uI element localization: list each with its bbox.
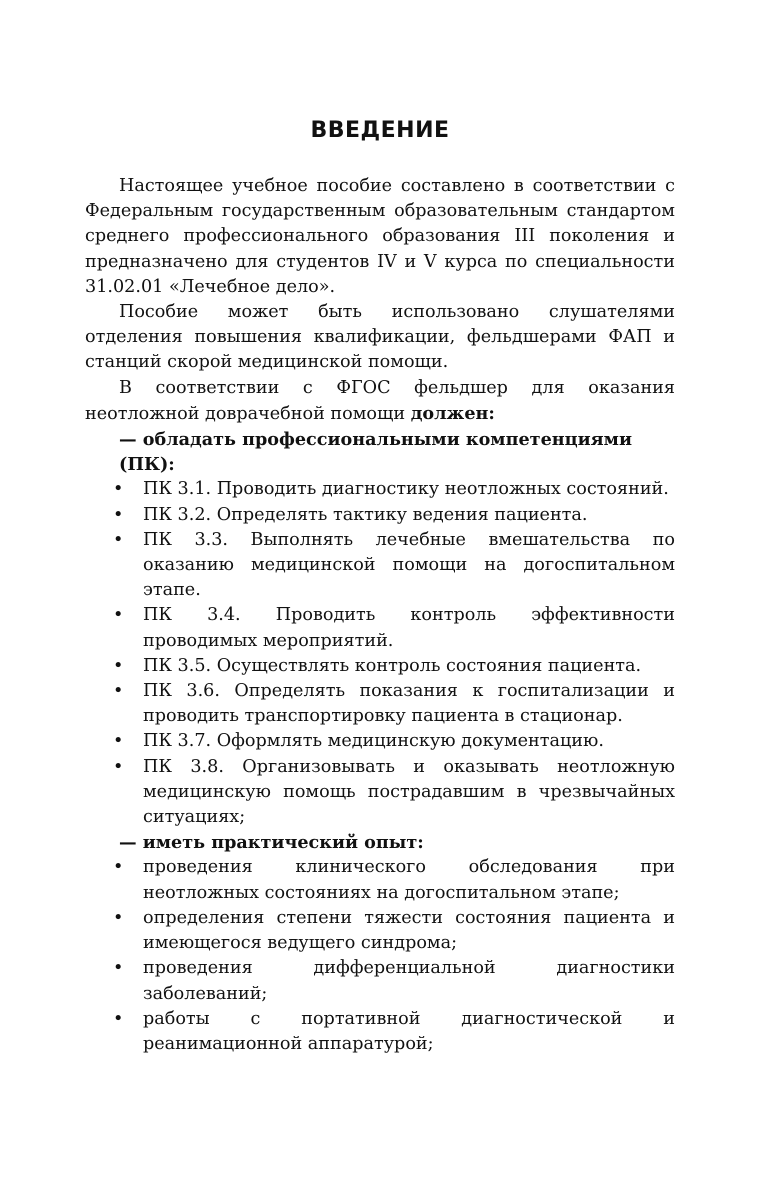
list-item <box>85 906 675 956</box>
bullet-icon: • <box>113 907 124 928</box>
bullet-icon: • <box>113 655 124 676</box>
list-item-text: ПК 3.2. Определять тактику ведения пациента. <box>143 504 588 525</box>
list-item-text: ПК 3.5. Осуществлять контроль состояния пациента. <box>143 655 642 676</box>
list-item <box>85 528 675 604</box>
list-item <box>85 1007 675 1057</box>
bullet-icon: • <box>113 857 124 878</box>
list-item-text: работы с портативной диагностической и реанимационной аппаратурой; <box>143 1008 675 1054</box>
experience-list <box>85 855 675 1057</box>
list-item <box>85 855 675 905</box>
list-item <box>85 603 675 653</box>
bullet-icon: • <box>113 756 124 777</box>
list-item <box>85 503 675 528</box>
intro-section <box>85 174 675 427</box>
list-item <box>85 679 675 729</box>
page-title: ВВЕДЕНИЕ <box>310 118 450 143</box>
document-page <box>85 0 675 1057</box>
bullet-icon: • <box>113 731 124 752</box>
bullet-icon: • <box>113 958 124 979</box>
competencies-list <box>85 477 675 830</box>
bullet-icon: • <box>113 605 124 626</box>
bullet-icon: • <box>113 479 124 500</box>
list-item <box>85 477 675 502</box>
list-item-text: ПК 3.7. Оформлять медицинскую документацию. <box>143 731 604 752</box>
bullet-icon: • <box>113 1008 124 1029</box>
bullet-icon: • <box>113 529 124 550</box>
list-item <box>85 729 675 754</box>
list-item <box>85 654 675 679</box>
paragraph: Настоящее учебное пособие составлено в соответствии с Федеральным государственным образовательным стандартом среднего профессионального образования III поколения и предназначено для студентов IV и V курса по специальности 31.02.01 «Лечебное дело». <box>85 176 675 297</box>
list-item-text: определения степени тяжести состояния пациента и имеющегося ведущего синдрома; <box>143 907 675 954</box>
list-item <box>85 755 675 831</box>
list-item-text: проведения клинического обследования при неотложных состояниях на догоспитальном этапе; <box>143 857 675 903</box>
list-item-text: ПК 3.8. Организовывать и оказывать неотложную медицинскую помощь пострадавшим в чрезвычайных ситуациях; <box>143 756 675 828</box>
list-item-text: ПК 3.1. Проводить диагностику неотложных состояний. <box>143 479 669 500</box>
experience-heading: — иметь практический опыт: <box>119 832 424 854</box>
competencies-heading: — обладать профессиональными компетенциями (ПК): <box>119 429 633 476</box>
list-item <box>85 956 675 1006</box>
list-item-text: проведения дифференциальной диагностики заболеваний; <box>143 958 675 1004</box>
requirement-text: В соответствии с ФГОС фельдшер для оказания неотложной доврачебной помощи <box>85 377 675 424</box>
requirement-bold: должен: <box>410 402 495 424</box>
list-item-text: ПК 3.4. Проводить контроль эффективности проводимых мероприятий. <box>143 605 675 651</box>
requirement-paragraph <box>85 376 675 427</box>
paragraph: Пособие может быть использовано слушателями отделения повышения квалификации, фельдшерами ФАП и станций скорой медицинской помощи. <box>85 302 675 373</box>
list-item-text: ПК 3.6. Определять показания к госпитализации и проводить транспортировку пациента в стационар. <box>143 681 675 727</box>
bullet-icon: • <box>113 681 124 702</box>
bullet-icon: • <box>113 504 124 525</box>
list-item-text: ПК 3.3. Выполнять лечебные вмешательства по оказанию медицинской помощи на догоспитальном этапе. <box>143 529 675 601</box>
